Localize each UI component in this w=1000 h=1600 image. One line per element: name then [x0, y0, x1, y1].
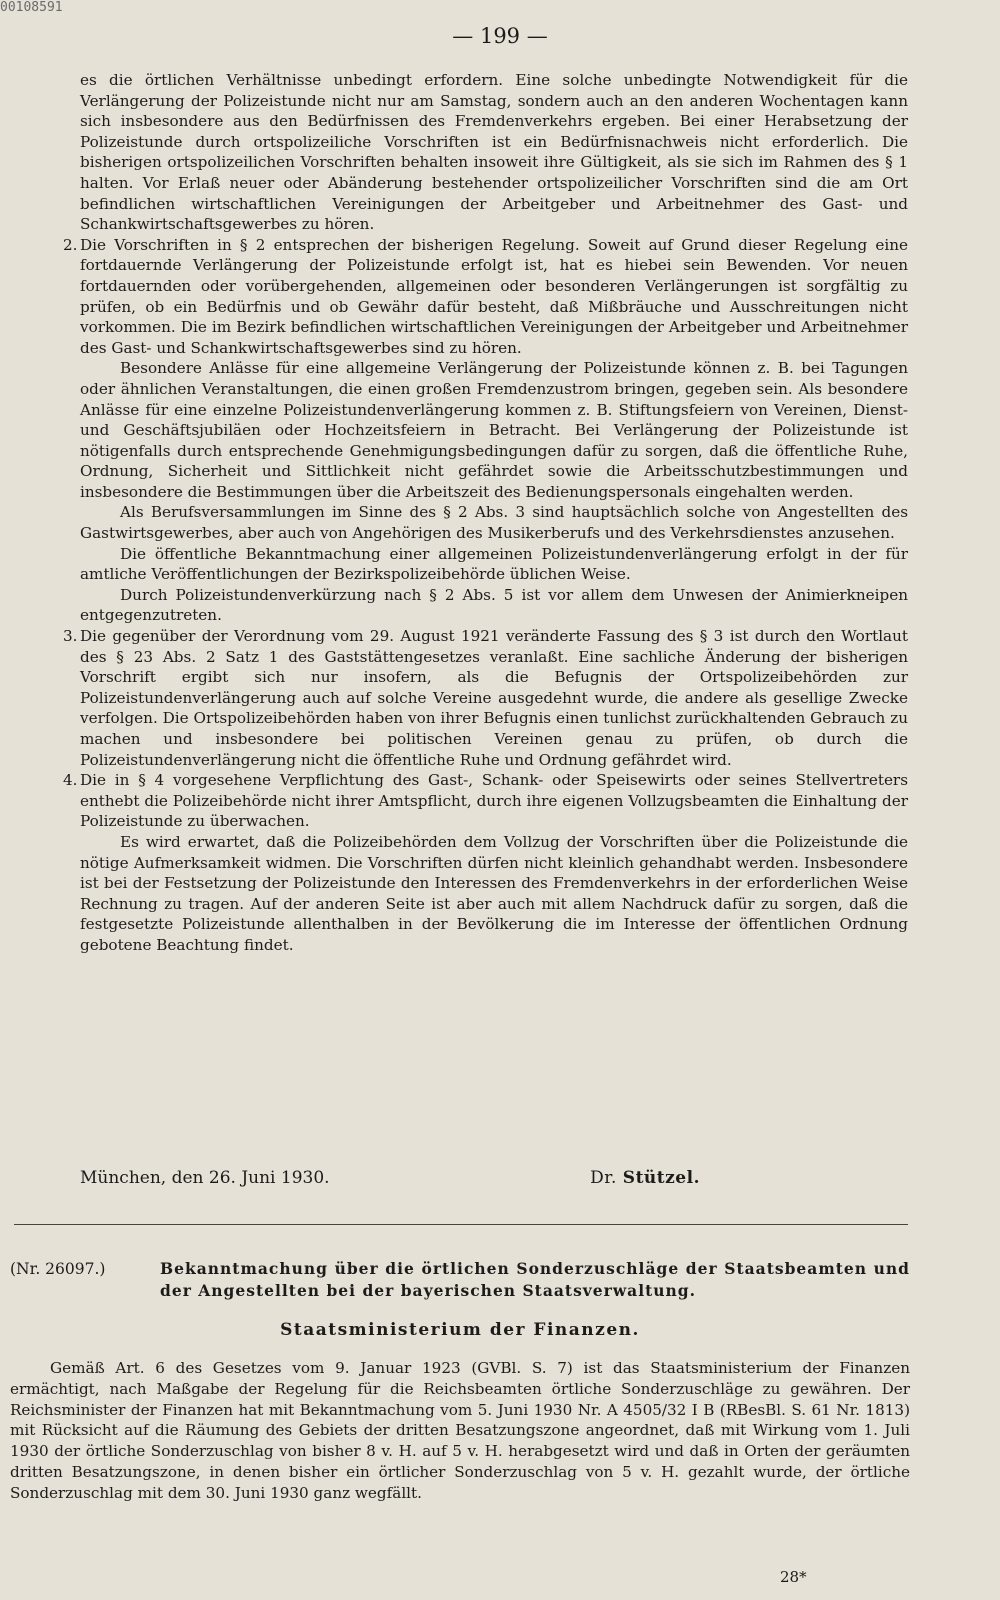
numbered-item-2 — [63, 235, 908, 359]
notice-body — [10, 1358, 910, 1504]
paragraph: Besondere Anlässe für eine allgemeine Verlängerung der Polizeistunde können z. B. bei Tagungen oder ähnlichen Veranstaltungen, die einen großen Fremdenzustrom bringen, gegeben sein. Als besondere Anlässe für eine einzelne Polizeistundenverlängerung kommen z. B. Stiftungsfeiern von Vereinen, Dienst- und Geschäftsjubiläen oder Hochzeitsfeiern in Betracht. Bei Verlängerung der Polizeistunde ist nötigenfalls durch entsprechende Genehmigungsbedingungen dafür zu sorgen, daß die öffentliche Ruhe, Ordnung, Sicherheit und Sittlichkeit nicht gefährdet sowie die Arbeitsschutzbestimmungen und insbesondere die Bestimmungen über die Arbeitszeit des Bedienungspersonals eingehalten werden. — [80, 359, 908, 501]
archive-mark: 00108591 — [0, 0, 63, 15]
paragraph: es die örtlichen Verhältnisse unbedingt erfordern. Eine solche unbedingte Notwendigkeit für die Verlängerung der Polizeistunde nicht nur am Samstag, sondern auch an den anderen Wochentagen kann sich insbesondere aus den Bedürfnissen des Fremdenverkehrs ergeben. Bei einer Herabsetzung der Polizeistunde durch ortspolizeiliche Vorschriften ist ein Bedürfnisnachweis nicht erforderlich. Die bisherigen ortspolizeilichen Vorschriften behalten insoweit ihre Gültigkeit, als sie sich im Rahmen des § 1 halten. Vor Erlaß neuer oder Abänderung bestehender ortspolizeilicher Vorschriften sind die am Ort befindlichen wirtschaftlichen Vereinigungen der Arbeitgeber und Arbeitnehmer des Gast- und Schankwirtschaftsgewerbes zu hören. — [80, 71, 908, 234]
paragraph: Als Berufsversammlungen im Sinne des § 2 Abs. 3 sind hauptsächlich solche von Angestellten des Gastwirtsgewerbes, aber auch von Angehörigen des Musikerberufs und des Verkehrsdienstes anzusehen. — [80, 503, 908, 543]
notice-header — [10, 1258, 910, 1302]
signer-name: Stützel. — [622, 1168, 700, 1188]
ministry-heading: Staatsministerium der Finanzen. — [280, 1320, 640, 1340]
item-text: Die gegenüber der Verordnung vom 29. August 1921 veränderte Fassung des § 3 ist durch den Wortlaut des § 23 Abs. 2 Satz 1 des Gaststättengesetzes veranlaßt. Eine sachliche Änderung der bisherigen Vorschrift ergibt sich nur insofern, als die Befugnis der Ortspolizeibehörden zur Polizeistundenverlängerung auch auf solche Vereine ausgedehnt wurde, die andere als gesellige Zwecke verfolgen. Die Ortspolizeibehörden haben von ihrer Befugnis einen tunlichst zurückhaltenden Gebrauch zu machen und insbesondere bei politischen Vereinen genau zu prüfen, ob durch die Polizeistundenverlängerung nicht die öffentliche Ruhe und Ordnung gefährdet wird. — [80, 627, 908, 769]
signer-title: Dr. — [590, 1168, 617, 1188]
notice-paragraph: Gemäß Art. 6 des Gesetzes vom 9. Januar 1923 (GVBl. S. 7) ist das Staatsministerium der Finanzen ermächtigt, nach Maßgabe der Regelung für die Reichsbeamten örtliche Sonderzuschläge zu gewähren. Der Reichsminister der Finanzen hat mit Bekanntmachung vom 5. Juni 1930 Nr. A 4505/32 I B (RBesBl. S. 61 Nr. 1813) mit Rücksicht auf die Räumung des Gebiets der dritten Besatzungszone angeordnet, daß mit Wirkung vom 1. Juli 1930 der örtliche Sonderzuschlag von bisher 8 v. H. auf 5 v. H. herabgesetzt wird und daß in Orten der geräumten dritten Besatzungszone, in denen bisher ein örtlicher Sonderzuschlag von 5 v. H. gezahlt wurde, der örtliche Sonderzuschlag mit dem 30. Juni 1930 ganz wegfällt. — [10, 1359, 910, 1502]
signer — [590, 1168, 700, 1188]
main-text — [63, 70, 908, 956]
numbered-item-3 — [63, 626, 908, 770]
section-divider — [14, 1224, 908, 1225]
numbered-item-4 — [63, 770, 908, 832]
page-number: — 199 — — [452, 24, 548, 48]
item-number: 3. — [63, 627, 78, 646]
item-text: Die in § 4 vorgesehene Verpflichtung des Gast-, Schank- oder Speisewirts oder seines Stellvertreters enthebt die Polizeibehörde nicht ihrer Amtspflicht, durch ihre eigenen Vollzugsbeamten die Einhaltung der Polizeistunde zu überwachen. — [80, 771, 908, 831]
paragraph: Es wird erwartet, daß die Polizeibehörden dem Vollzug der Vorschriften über die Polizeistunde die nötige Aufmerksamkeit widmen. Die Vorschriften dürfen nicht kleinlich gehandhabt werden. Insbesondere ist bei der Festsetzung der Polizeistunde den Interessen des Fremdenverkehrs in der erforderlichen Weise Rechnung zu tragen. Auf der anderen Seite ist aber auch mit allem Nachdruck dafür zu sorgen, daß die festgesetzte Polizeistunde allenthalben in der Bevölkerung die im Interesse der öffentlichen Ordnung gebotene Beachtung findet. — [80, 832, 908, 954]
paragraph: Durch Polizeistundenverkürzung nach § 2 Abs. 5 ist vor allem dem Unwesen der Animierkneipen entgegenzutreten. — [80, 585, 908, 625]
item-number: 4. — [63, 771, 78, 790]
paragraph: Die öffentliche Bekanntmachung einer allgemeinen Polizeistundenverlängerung erfolgt in der für amtliche Veröffentlichungen der Bezirkspolizeibehörde üblichen Weise. — [80, 544, 908, 584]
notice-title: Bekanntmachung über die örtlichen Sonderzuschläge der Staatsbeamten und der Angestellten bei der bayerischen Staatsverwaltung. — [160, 1259, 910, 1300]
item-text: Die Vorschriften in § 2 entsprechen der bisherigen Regelung. Soweit auf Grund dieser Regelung eine fortdauernde Verlängerung der Polizeistunde erfolgt ist, hat es hiebei sein Bewenden. Vor neuen fortdauernden oder vorübergehenden, allgemeinen oder besonderen Verlängerungen ist sorgfältig zu prüfen, ob ein Bedürfnis und ob Gewähr dafür besteht, daß Mißbräuche und Ausschreitungen nicht vorkommen. Die im Bezirk befindlichen wirtschaftlichen Vereinigungen der Arbeitgeber und Arbeitnehmer des Gast- und Schankwirtschaftsgewerbes sind zu hören. — [80, 235, 908, 357]
signature-line — [80, 1168, 700, 1188]
item-number: 2. — [63, 235, 78, 254]
sheet-signature: 28* — [780, 1568, 807, 1586]
notice-number: (Nr. 26097.) — [10, 1260, 106, 1278]
place-date: München, den 26. Juni 1930. — [80, 1168, 330, 1188]
